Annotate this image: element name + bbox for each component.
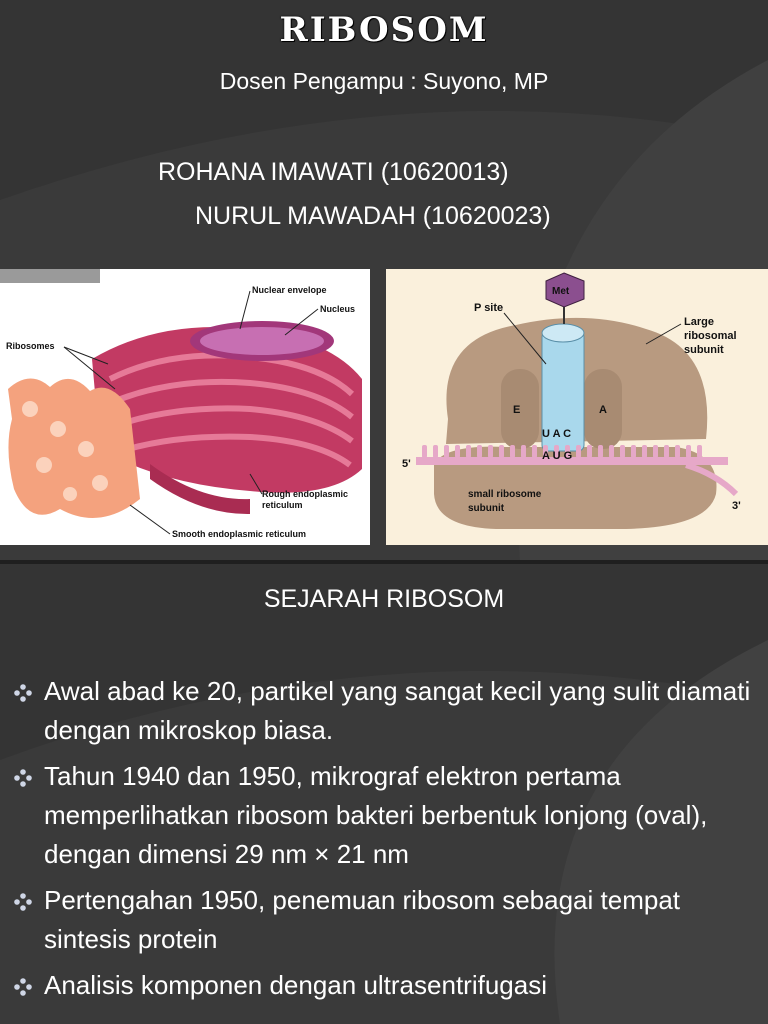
label-met: Met <box>552 286 570 297</box>
mrna-base <box>576 445 581 458</box>
mrna-base <box>466 445 471 458</box>
label-a-site: A <box>599 404 607 416</box>
label-ribosomes: Ribosomes <box>6 341 55 351</box>
page-title: RIBOSOM <box>279 10 489 50</box>
label-codon: A U G <box>542 450 573 462</box>
mrna-base <box>477 445 482 458</box>
list-item <box>12 757 762 874</box>
mrna-base <box>697 445 702 458</box>
mrna-base <box>686 445 691 458</box>
mrna-base <box>598 445 603 458</box>
mrna-base <box>642 445 647 458</box>
mrna-base <box>587 445 592 458</box>
author-1: ROHANA IMAWATI (10620013) <box>158 158 509 186</box>
mrna-base <box>521 445 526 458</box>
label-rough-er-2: reticulum <box>262 500 303 510</box>
label-large-3: subunit <box>684 344 724 356</box>
er-illustration <box>0 269 370 545</box>
mrna-base <box>455 445 460 458</box>
label-anticodon: U A C <box>542 428 572 440</box>
label-large-1: Large <box>684 316 714 328</box>
label-nucleus: Nucleus <box>320 304 356 314</box>
label-small-2: subunit <box>468 503 505 514</box>
mrna-base <box>488 445 493 458</box>
mrna-base <box>510 445 515 458</box>
mrna-base <box>620 445 625 458</box>
mrna-base <box>433 445 438 458</box>
bullet-text: Awal abad ke 20, partikel yang sangat kecil yang sulit diamati dengan mikroskop biasa. <box>44 676 751 745</box>
mrna-base <box>609 445 614 458</box>
label-nuclear-envelope: Nuclear envelope <box>252 285 327 295</box>
label-large-2: ribosomal <box>684 330 737 342</box>
history-bullet-list <box>12 672 762 1012</box>
label-smooth-er: Smooth endoplasmic reticulum <box>172 529 307 539</box>
mrna-base <box>631 445 636 458</box>
mrna-base <box>675 445 680 458</box>
label-five-prime: 5' <box>402 458 411 470</box>
diamond-dots-icon <box>14 769 32 787</box>
label-three-prime: 3' <box>732 500 741 512</box>
diamond-dots-icon <box>14 978 32 996</box>
author-2: NURUL MAWADAH (10620023) <box>195 202 551 230</box>
bullet-text: Analisis komponen dengan ultrasentrifugasi <box>44 970 547 1000</box>
mrna-base <box>653 445 658 458</box>
er-diagram <box>0 269 370 545</box>
mrna-base <box>664 445 669 458</box>
nucleus-shape <box>190 321 334 361</box>
mrna-base <box>422 445 427 458</box>
diamond-dots-icon <box>14 893 32 911</box>
ribosome-illustration <box>386 269 768 545</box>
ribosome-diagram <box>386 269 768 545</box>
label-small-1: small ribosome <box>468 489 542 500</box>
mrna-base <box>532 445 537 458</box>
list-item <box>12 966 762 1005</box>
mrna-base <box>499 445 504 458</box>
bullet-text: Tahun 1940 dan 1950, mikrograf elektron pertama memperlihatkan ribosom bakteri berbentuk lonjong (oval), dengan dimensi 29 nm × 21 nm <box>44 761 708 869</box>
label-rough-er-1: Rough endoplasmic <box>262 489 349 499</box>
label-p-site: P site <box>474 302 504 314</box>
smooth-er-shape <box>8 378 140 517</box>
lecturer-subtitle: Dosen Pengampu : Suyono, MP <box>219 68 549 94</box>
mrna-base <box>444 445 449 458</box>
bullet-text: Pertengahan 1950, penemuan ribosom sebagai tempat sintesis protein <box>44 885 680 954</box>
diamond-dots-icon <box>14 684 32 702</box>
label-e-site: E <box>513 404 521 416</box>
list-item <box>12 881 762 959</box>
list-item <box>12 672 762 750</box>
section-title: SEJARAH RIBOSOM <box>263 585 505 613</box>
